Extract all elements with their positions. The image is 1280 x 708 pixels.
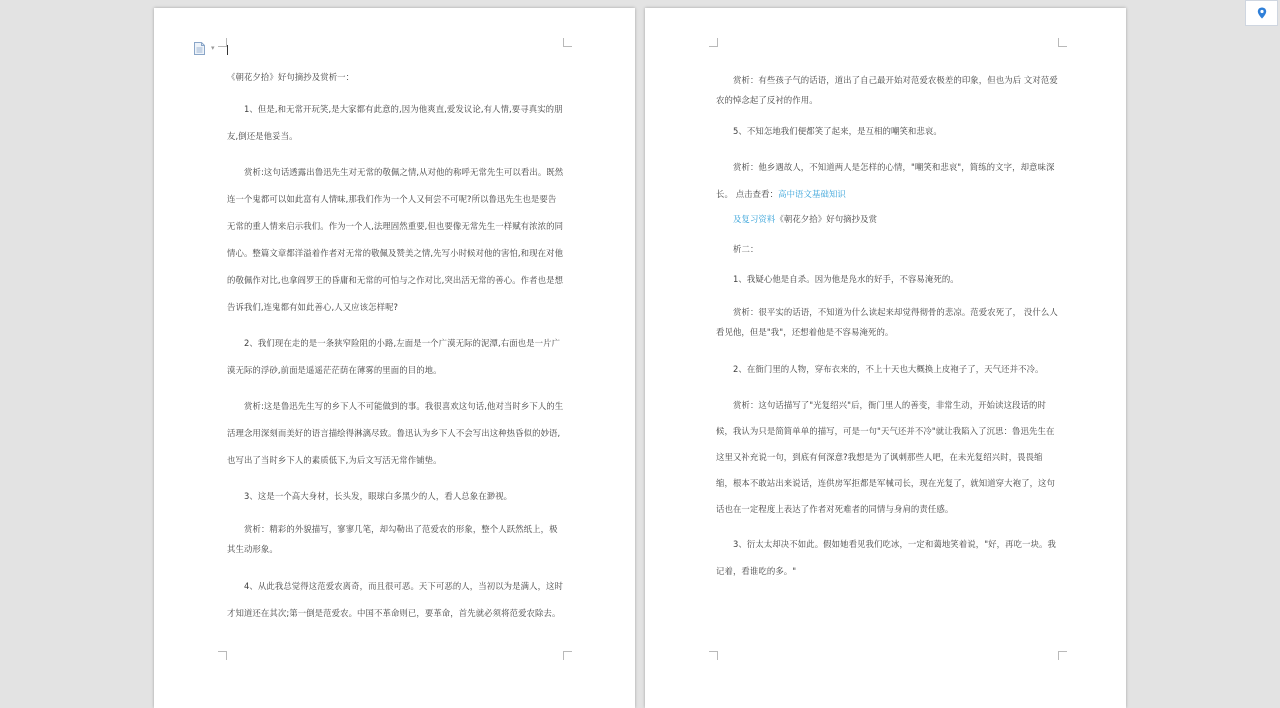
paragraph: 析二： — [733, 244, 759, 254]
text-cursor — [227, 45, 228, 55]
crop-mark — [218, 651, 227, 660]
chevron-down-icon[interactable]: ▾ — [211, 44, 215, 52]
crop-mark — [563, 651, 572, 660]
crop-mark — [1058, 38, 1067, 47]
paragraph: 赏析:这句话透露出鲁迅先生对无常的敬佩之情,从对他的称呼无常先生可以看出。既然连一个鬼都可以如此富有人情味,那我们作为一个人又何尝不可呢?所以鲁迅先生也是要告无常的重人情来启示我们。作为一个人,法理固然重要,但也要像无常先生一样赋有浓浓的同情心。整篇文章都洋溢着作者对无常的敬佩及赞美之情,先写小时候对他的害怕,和现在对他的敬佩作对比,也拿阎罗王的昏庸和无常的可怕与之作对比,突出活无常的善心。作者也是想告诉我们,连鬼都有如此善心,人又应该怎样呢? — [227, 167, 564, 312]
paragraph-text: 赏析：他乡遇故人，不知道两人是怎样的心情，"嘲笑和悲哀"，简练的文字，却意味深长。 点击查看： — [716, 162, 1055, 199]
crop-mark — [563, 38, 572, 47]
crop-mark — [709, 38, 718, 47]
paragraph: 赏析：有些孩子气的话语，道出了自己最开始对范爱农极差的印象，但也为后 文对范爱农的悼念起了反衬的作用。 — [716, 75, 1058, 105]
crop-mark — [1058, 651, 1067, 660]
document-page-left — [154, 8, 635, 708]
map-pin-icon — [1257, 7, 1267, 19]
document-icon[interactable] — [194, 42, 205, 55]
document-page-right — [645, 8, 1126, 708]
paragraph: 3、衍太太却决不如此。假如她看见我们吃冰，一定和蔼地笑着说，"好，再吃一块。我记着，看谁吃的多。" — [716, 539, 1056, 576]
paragraph — [716, 212, 1058, 226]
review-materials-link[interactable]: 及复习资料 — [733, 214, 776, 224]
paragraph: 1、但是,和无常开玩笑,是大家都有此意的,因为他爽直,爱发议论,有人情,要寻真实的朋友,倒还是他妥当。 — [227, 104, 563, 141]
paragraph — [716, 154, 1058, 208]
page-content — [716, 70, 1058, 594]
page-content — [227, 70, 564, 636]
crop-mark — [218, 38, 227, 47]
basics-link[interactable]: 高中语文基础知识 — [778, 189, 846, 199]
paragraph: 赏析：很平实的话语，不知道为什么读起来却觉得彻骨的悲凉。范爱农死了， 没什么人看见他，但是"我"，还想着他是不容易淹死的。 — [716, 307, 1058, 337]
paragraph: 赏析：这句话描写了"光复绍兴"后，衙门里人的善变，非常生动，开始读这段话的时候，我认为只是简简单单的描写，可是一句"天气还并不冷"就让我陷入了沉思：鲁迅先生在这里又补充说一句，到底有何深意?我想是为了讽刺那些人吧，在未光复绍兴时，畏畏缩缩，根本不敢站出来说话，连供房军拒都是军械司长，现在光复了，就知道穿大袍了，这句话也在一定程度上表达了作者对死难者的同情与身肩的责任感。 — [716, 400, 1055, 514]
paragraph: 2、在衙门里的人物，穿布衣来的，不上十天也大概换上皮袍子了，天气还并不冷。 — [733, 364, 1044, 374]
crop-mark — [709, 651, 718, 660]
paragraph: 赏析：精彩的外貌描写，寥寥几笔，却勾勒出了范爱农的形象，整个人跃然纸上，极其生动形象。 — [227, 524, 558, 554]
location-button[interactable] — [1245, 0, 1278, 26]
section-heading: 《朝花夕拾》好句摘抄及赏析一： — [227, 72, 355, 82]
paragraph: 5、不知怎地我们便都笑了起来，是互相的嘲笑和悲哀。 — [733, 126, 942, 136]
paragraph: 赏析:这是鲁迅先生写的乡下人不可能做到的事。我很喜欢这句话,他对当时乡下人的生活理念用深刻而美好的语言描绘得淋漓尽致。鲁迅认为乡下人不会写出这种热昏似的妙语,也写出了当时乡下人的素质低下,为后文写活无常作铺垫。 — [227, 401, 564, 465]
paragraph-text: 《朝花夕拾》好句摘抄及赏 — [775, 214, 878, 224]
paragraph: 1、我疑心他是自杀。因为他是凫水的好手，不容易淹死的。 — [733, 274, 959, 284]
paragraph: 4、从此我总觉得这范爱农离奇，而且很可恶。天下可恶的人，当初以为是满人，这时才知道还在其次;第一倒是范爱农。中国不革命则已，要革命，首先就必须将范爱农除去。 — [227, 581, 564, 618]
paragraph: 3、这是一个高大身材，长头发，眼球白多黑少的人，看人总象在渺视。 — [244, 491, 513, 501]
paragraph: 2、我们现在走的是一条狭窄险阻的小路,左面是一个广漠无际的泥潭,右面也是一片广漠无际的浮砂,前面是遥遥茫茫荫在薄雾的里面的目的地。 — [227, 338, 561, 375]
